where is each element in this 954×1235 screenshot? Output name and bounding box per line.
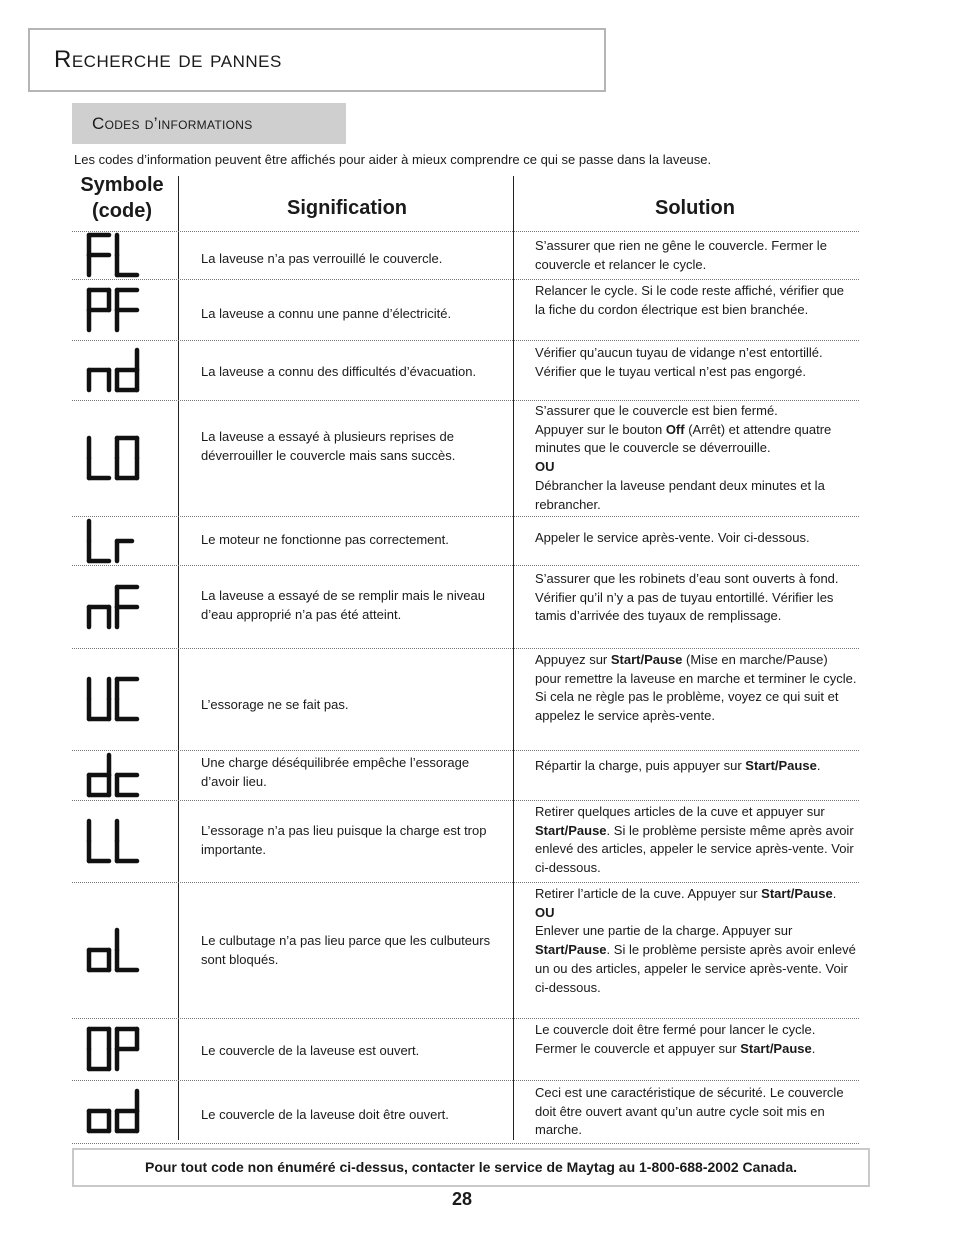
solution-emphasis: Start/Pause bbox=[535, 822, 607, 838]
solution-paragraph bbox=[535, 363, 857, 382]
code-symbol-nf-icon bbox=[86, 584, 146, 632]
code-symbol bbox=[86, 347, 146, 395]
code-symbol bbox=[86, 1026, 146, 1074]
code-symbol bbox=[86, 518, 146, 566]
row-solution bbox=[535, 757, 857, 776]
code-symbol-ol-icon bbox=[86, 927, 146, 975]
code-symbol bbox=[86, 232, 146, 280]
table-row bbox=[72, 1018, 859, 1081]
solution-text: . bbox=[832, 886, 837, 901]
solution-paragraph bbox=[535, 237, 857, 274]
code-symbol bbox=[86, 287, 146, 335]
solution-text: . bbox=[811, 1040, 816, 1056]
solution-text: . Si le problème persiste après avoir enlevé un ou des articles, appeler le service après-vente. Voir ci-dessous. bbox=[535, 942, 856, 995]
solution-text: S’assurer que les robinets d’eau sont ouverts à fond. Vérifier qu’il n’y a pas de tuyau entortillé. Vérifier les tamis d’arrivée des tuyaux de remplissage. bbox=[535, 571, 839, 624]
row-solution bbox=[535, 1021, 857, 1058]
row-solution bbox=[535, 402, 857, 514]
table-row bbox=[72, 882, 859, 1019]
code-symbol-fl-icon bbox=[86, 232, 146, 280]
solution-emphasis: Start/Pause bbox=[740, 1040, 812, 1056]
row-solution bbox=[535, 570, 857, 626]
solution-text: . bbox=[816, 758, 821, 773]
header-symbol-line1: Symbole bbox=[80, 174, 164, 196]
row-solution bbox=[535, 803, 857, 878]
solution-paragraph bbox=[535, 1084, 857, 1140]
solution-emphasis: OU bbox=[535, 904, 555, 920]
row-meaning: Le couvercle de la laveuse est ouvert. bbox=[201, 1043, 420, 1058]
solution-emphasis: OU bbox=[535, 459, 555, 475]
code-symbol bbox=[86, 584, 146, 632]
code-symbol bbox=[86, 927, 146, 975]
page-number: 28 bbox=[452, 1189, 473, 1209]
code-symbol-pf-icon bbox=[86, 287, 146, 335]
solution-text: Ceci est une caractéristique de sécurité. Le couvercle doit être ouvert avant qu’un autre cycle soit mis en marche. bbox=[535, 1085, 844, 1138]
table-row bbox=[72, 400, 859, 517]
row-solution bbox=[535, 529, 857, 548]
solution-paragraph bbox=[535, 570, 857, 626]
solution-paragraph bbox=[535, 922, 857, 997]
table-row bbox=[72, 800, 859, 883]
solution-text: . Si le problème persiste même après avoir enlevé des articles, appeler le service après-vente. Voir ci-dessous. bbox=[535, 822, 854, 876]
solution-emphasis: Off bbox=[665, 421, 685, 437]
solution-emphasis: Start/Pause bbox=[610, 652, 683, 667]
solution-paragraph bbox=[535, 282, 857, 319]
solution-text: (Arrêt) et attendre quatre minutes que le couvercle se déverrouille. bbox=[535, 421, 832, 456]
solution-paragraph bbox=[535, 757, 857, 776]
row-solution bbox=[535, 885, 857, 997]
row-meaning: La laveuse a connu une panne d’électricité. bbox=[201, 306, 452, 321]
code-symbol bbox=[86, 676, 146, 724]
solution-emphasis: Start/Pause bbox=[745, 758, 817, 773]
code-symbol-od-icon bbox=[86, 1088, 146, 1136]
solution-text: S’assurer que rien ne gêne le couvercle. Fermer le couvercle et relancer le cycle. bbox=[535, 238, 827, 272]
code-symbol bbox=[86, 752, 146, 800]
code-symbol-op-icon bbox=[86, 1026, 146, 1074]
solution-text: (Mise en marche/Pause) pour remettre la laveuse en marche et terminer le cycle. Si cela ne règle pas le problème, voyez ce qui suit et appelez le service après-vente. bbox=[535, 652, 857, 724]
solution-text: Relancer le cycle. Si le code reste affiché, vérifier que la fiche du cordon électrique est bien branchée. bbox=[535, 283, 845, 317]
header-solution: Solution bbox=[655, 197, 735, 219]
header-symbol-line2: (code) bbox=[92, 200, 152, 222]
solution-text: Répartir la charge, puis appuyer sur bbox=[535, 758, 746, 773]
intro-text: Les codes d’information peuvent être affichés pour aider à mieux comprendre ce qui se passe dans la laveuse. bbox=[74, 152, 712, 167]
page-title-box bbox=[28, 28, 606, 92]
solution-text: Le couvercle doit être fermé pour lancer le cycle. Fermer le couvercle et appuyer sur bbox=[535, 1022, 816, 1056]
code-symbol-lo-icon bbox=[86, 435, 146, 483]
row-solution bbox=[535, 282, 857, 319]
table-row bbox=[72, 648, 859, 751]
code-symbol-dc-icon bbox=[86, 752, 146, 800]
solution-paragraph bbox=[535, 1021, 857, 1058]
row-meaning: L’essorage n’a pas lieu puisque la charge est trop importante. bbox=[201, 823, 487, 857]
row-meaning: La laveuse n’a pas verrouillé le couvercle. bbox=[201, 251, 443, 266]
solution-text: Appuyer sur le bouton bbox=[535, 421, 666, 437]
solution-emphasis: Start/Pause bbox=[535, 942, 607, 958]
solution-paragraph bbox=[535, 421, 857, 458]
row-meaning: L’essorage ne se fait pas. bbox=[201, 697, 349, 712]
section-title: Codes d’informations bbox=[92, 114, 253, 133]
code-symbol-uc-icon bbox=[86, 676, 146, 724]
table-row bbox=[72, 340, 859, 401]
section-tag bbox=[72, 103, 346, 144]
code-symbol-ll-icon bbox=[86, 818, 146, 866]
row-solution bbox=[535, 344, 857, 381]
row-meaning: Une charge déséquilibrée empêche l’essorage d’avoir lieu. bbox=[201, 755, 470, 789]
row-meaning: Le culbutage n’a pas lieu parce que les culbuteurs sont bloqués. bbox=[201, 933, 491, 967]
solution-text: Retirer l’article de la cuve. Appuyer sur bbox=[535, 886, 762, 901]
code-symbol bbox=[86, 1088, 146, 1136]
header-meaning: Signification bbox=[287, 197, 407, 219]
row-solution bbox=[535, 1084, 857, 1140]
row-meaning: Le couvercle de la laveuse doit être ouvert. bbox=[201, 1107, 449, 1122]
solution-paragraph bbox=[535, 904, 857, 923]
table-row bbox=[72, 279, 859, 341]
solution-text: Vérifier que le tuyau vertical n’est pas engorgé. bbox=[535, 363, 806, 379]
solution-text: Appeler le service après-vente. Voir ci-dessous. bbox=[535, 530, 810, 545]
solution-paragraph bbox=[535, 803, 857, 878]
solution-paragraph bbox=[535, 529, 857, 548]
row-meaning: La laveuse a connu des difficultés d’évacuation. bbox=[201, 364, 477, 379]
table-row bbox=[72, 231, 859, 280]
solution-text: S’assurer que le couvercle est bien fermé. bbox=[535, 403, 778, 418]
table-row bbox=[72, 565, 859, 649]
solution-paragraph bbox=[535, 651, 857, 726]
header-symbol bbox=[72, 172, 172, 224]
solution-paragraph bbox=[535, 402, 857, 421]
row-meaning: Le moteur ne fonctionne pas correctement. bbox=[201, 532, 449, 547]
table-row bbox=[72, 516, 859, 566]
solution-text: Enlever une partie de la charge. Appuyer sur bbox=[535, 923, 793, 939]
solution-paragraph bbox=[535, 885, 857, 904]
row-solution bbox=[535, 237, 857, 274]
code-symbol bbox=[86, 818, 146, 866]
row-meaning: La laveuse a essayé à plusieurs reprises de déverrouiller le couvercle mais sans succès. bbox=[201, 429, 456, 463]
solution-paragraph bbox=[535, 477, 857, 514]
solution-text: Débrancher la laveuse pendant deux minutes et la rebrancher. bbox=[535, 477, 825, 512]
code-symbol-lr-icon bbox=[86, 518, 146, 566]
solution-text: Retirer quelques articles de la cuve et appuyer sur bbox=[535, 804, 825, 819]
footer-notice: Pour tout code non énuméré ci-dessus, contacter le service de Maytag au 1-800-688-2002 Canada. bbox=[72, 1148, 870, 1187]
page-title: Recherche de pannes bbox=[54, 46, 282, 73]
solution-paragraph bbox=[535, 344, 857, 363]
table-row bbox=[72, 750, 859, 801]
table-row bbox=[72, 1080, 859, 1144]
code-symbol bbox=[86, 435, 146, 483]
code-symbol-nd-icon bbox=[86, 347, 146, 395]
solution-emphasis: Start/Pause bbox=[761, 886, 833, 901]
row-meaning: La laveuse a essayé de se remplir mais le niveau d’eau approprié n’a pas été atteint. bbox=[201, 588, 485, 622]
solution-text: Appuyez sur bbox=[535, 652, 611, 667]
solution-text: Vérifier qu’aucun tuyau de vidange n’est entortillé. bbox=[535, 345, 823, 360]
solution-paragraph bbox=[535, 458, 857, 477]
row-solution bbox=[535, 651, 857, 726]
